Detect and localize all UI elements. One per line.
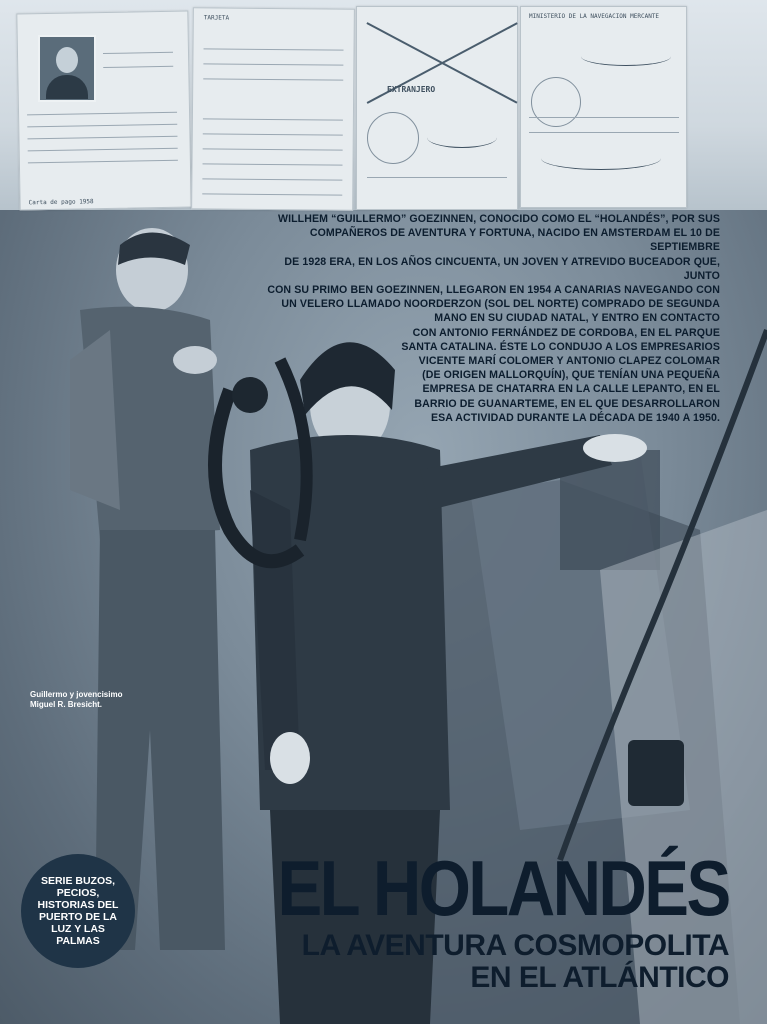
card2-label: TARJETA <box>203 14 230 22</box>
intro-line: CON ANTONIO FERNÁNDEZ DE CORDOBA, EN EL PARQUE <box>412 326 720 339</box>
intro-line: MANO EN SU CIUDAD NATAL, Y ENTRO EN CONTACTO <box>434 312 720 325</box>
page-subtitle <box>209 930 729 994</box>
series-badge-text: SERIE BUZOS, PECIOS, HISTORIAS DEL PUERTO DE LA LUZ Y LAS PALMAS <box>37 875 119 947</box>
card3-label: EXTRANJERO <box>387 85 436 94</box>
intro-line: ESA ACTIVIDAD DURANTE LA DÉCADA DE 1940 A 1950. <box>430 411 720 424</box>
intro-line: CON SU PRIMO BEN GOEZINNEN, LLEGARON EN 1954 A CANARIAS NAVEGANDO CON <box>267 284 720 297</box>
caption-line: Guillermo y jovencisimo <box>30 690 123 699</box>
intro-line: SANTA CATALINA. ÉSTE LO CONDUJO A LOS EMPRESARIOS <box>401 340 720 353</box>
intro-line: UN VELERO LLAMADO NOORDERZON (SOL DEL NORTE) COMPRADO DE SEGUNDA <box>281 298 720 311</box>
photo-caption <box>30 690 140 710</box>
intro-line: VICENTE MARÍ COLOMER Y ANTONIO CLAPEZ COLOMAR <box>418 355 720 368</box>
visa-card <box>356 6 518 210</box>
intro-line: DE 1928 ERA, EN LOS AÑOS CINCUENTA, UN JOVEN Y ATREVIDO BUCEADOR QUE, JUNTO <box>284 255 720 282</box>
intro-line: WILLHEM “GUILLERMO” GOEZINNEN, CONOCIDO COMO EL “HOLANDÉS”, POR SUS <box>277 213 720 225</box>
card1-label: Carta de pago 1958 <box>28 198 94 207</box>
intro-line: (DE ORIGEN MALLORQUÍN), QUE TENÍAN UNA PEQUEÑA <box>422 369 720 382</box>
subtitle-line: EN EL ATLÁNTICO <box>470 961 729 994</box>
intro-line: COMPAÑEROS DE AVENTURA Y FORTUNA, NACIDO EN AMSTERDAM EL 10 DE SEPTIEMBRE <box>309 227 720 254</box>
card4-label: MINISTERIO DE LA NAVEGACION MERCANTE <box>529 13 660 20</box>
documents-strip <box>0 0 767 210</box>
intro-paragraph <box>250 212 720 425</box>
page-title: EL HOLANDÉS <box>277 844 729 932</box>
caption-line: Miguel R. Bresicht. <box>30 700 103 709</box>
intro-line: EMPRESA DE CHATARRA EN LA CALLE LEPANTO, EN EL <box>422 383 720 396</box>
id-card-middle <box>191 7 355 210</box>
series-badge <box>21 854 135 968</box>
id-photo <box>38 35 96 102</box>
maritime-card <box>520 6 687 208</box>
subtitle-line: LA AVENTURA COSMOPOLITA <box>301 929 729 962</box>
intro-line: BARRIO DE GUANARTEME, EN EL QUE DESARROLLARON <box>414 397 720 410</box>
